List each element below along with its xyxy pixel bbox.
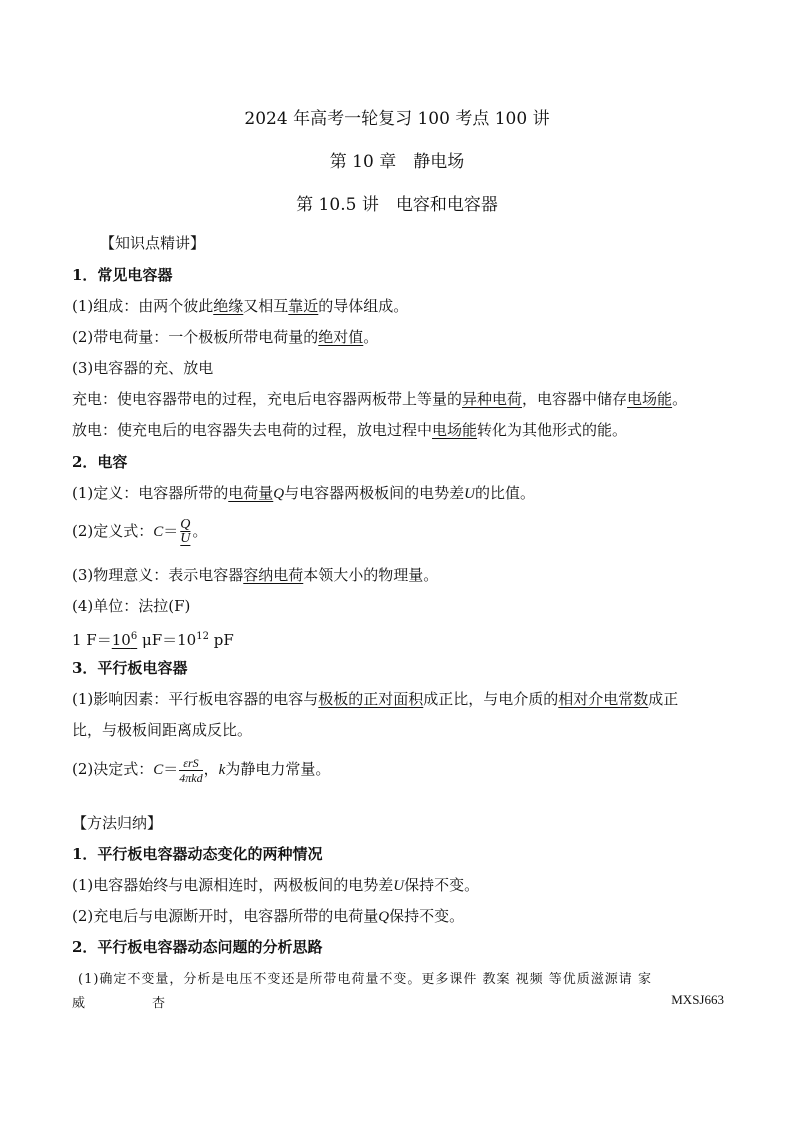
- footer-line: (1)确定不变量，分析是电压不变还是所带电荷量不变。更多课件 教案 视频 等优质滋源请 家: [78, 972, 652, 987]
- factors-line-2: 比，与极板间距离成反比。: [72, 721, 253, 739]
- heading-analysis: 2．平行板电容器动态问题的分析思路: [72, 938, 323, 956]
- capacitance-fraction: $\frac{Q}{U}$: [180, 517, 191, 546]
- determining-fraction: $\frac{\text{εrS}}{\text{4πkd}}$: [179, 755, 203, 785]
- definition-formula-line: (2)定义式：C＝ $\frac{Q}{U}$ 。: [72, 517, 208, 546]
- unit-conversion-line: 1 $F=10^6$ $\mu F=10^{12}$ pF: [72, 631, 234, 649]
- determining-formula-line: (2)决定式：C＝ $\frac{\text{εrS}}{\text{4πkd}}$ ，k为静电力常量。: [72, 755, 331, 785]
- section-knowledge: 【知识点精讲】: [100, 234, 206, 252]
- meaning-line: (3)物理意义：表示电容器容纳电荷本领大小的物理量。: [72, 566, 439, 584]
- heading-two-cases: 1．平行板电容器动态变化的两种情况: [72, 845, 323, 863]
- factors-line: (1)影响因素：平行板电容器的电容与极板的正对面积成正比，与电介质的相对介电常数成正: [72, 690, 679, 708]
- case-charge-line: (2)充电后与电源断开时，电容器所带的电荷量Q保持不变。: [72, 907, 465, 925]
- heading-parallel-plate: 3．平行板电容器: [72, 659, 188, 677]
- heading-common-capacitor: 1．常见电容器: [72, 266, 173, 284]
- unit-line: (4)单位：法拉(F): [72, 597, 191, 615]
- case-voltage-line: (1)电容器始终与电源相连时，两极板间的电势差U保持不变。: [72, 876, 480, 894]
- doc-title: 2024 年高考一轮复习 100 考点 100 讲: [244, 109, 550, 129]
- composition-line: (1)组成：由两个彼此绝缘又相互靠近的导体组成。: [72, 297, 409, 315]
- section-method: 【方法归纳】: [72, 814, 163, 832]
- footer-id: MXSJ663: [671, 992, 724, 1007]
- footer-char-xing: 杏: [152, 996, 166, 1011]
- lecture-title: 第 10.5 讲 电容和电容器: [296, 195, 498, 215]
- discharging-line: 放电：使充电后的电容器失去电荷的过程，放电过程中电场能转化为其他形式的能。: [72, 421, 628, 439]
- footer-char-wei: 威: [72, 996, 86, 1011]
- charging-line: 充电：使电容器带电的过程，充电后电容器两板带上等量的异种电荷，电容器中储存电场能。: [72, 390, 688, 408]
- definition-line: (1)定义：电容器所带的电荷量Q与电容器两极板间的电势差U的比值。: [72, 484, 535, 502]
- heading-capacitance: 2．电容: [72, 453, 128, 471]
- charge-line: (2)带电荷量：一个极板所带电荷量的绝对值。: [72, 328, 379, 346]
- charge-discharge-line: (3)电容器的充、放电: [72, 359, 214, 377]
- chapter-title: 第 10 章 静电场: [329, 152, 465, 172]
